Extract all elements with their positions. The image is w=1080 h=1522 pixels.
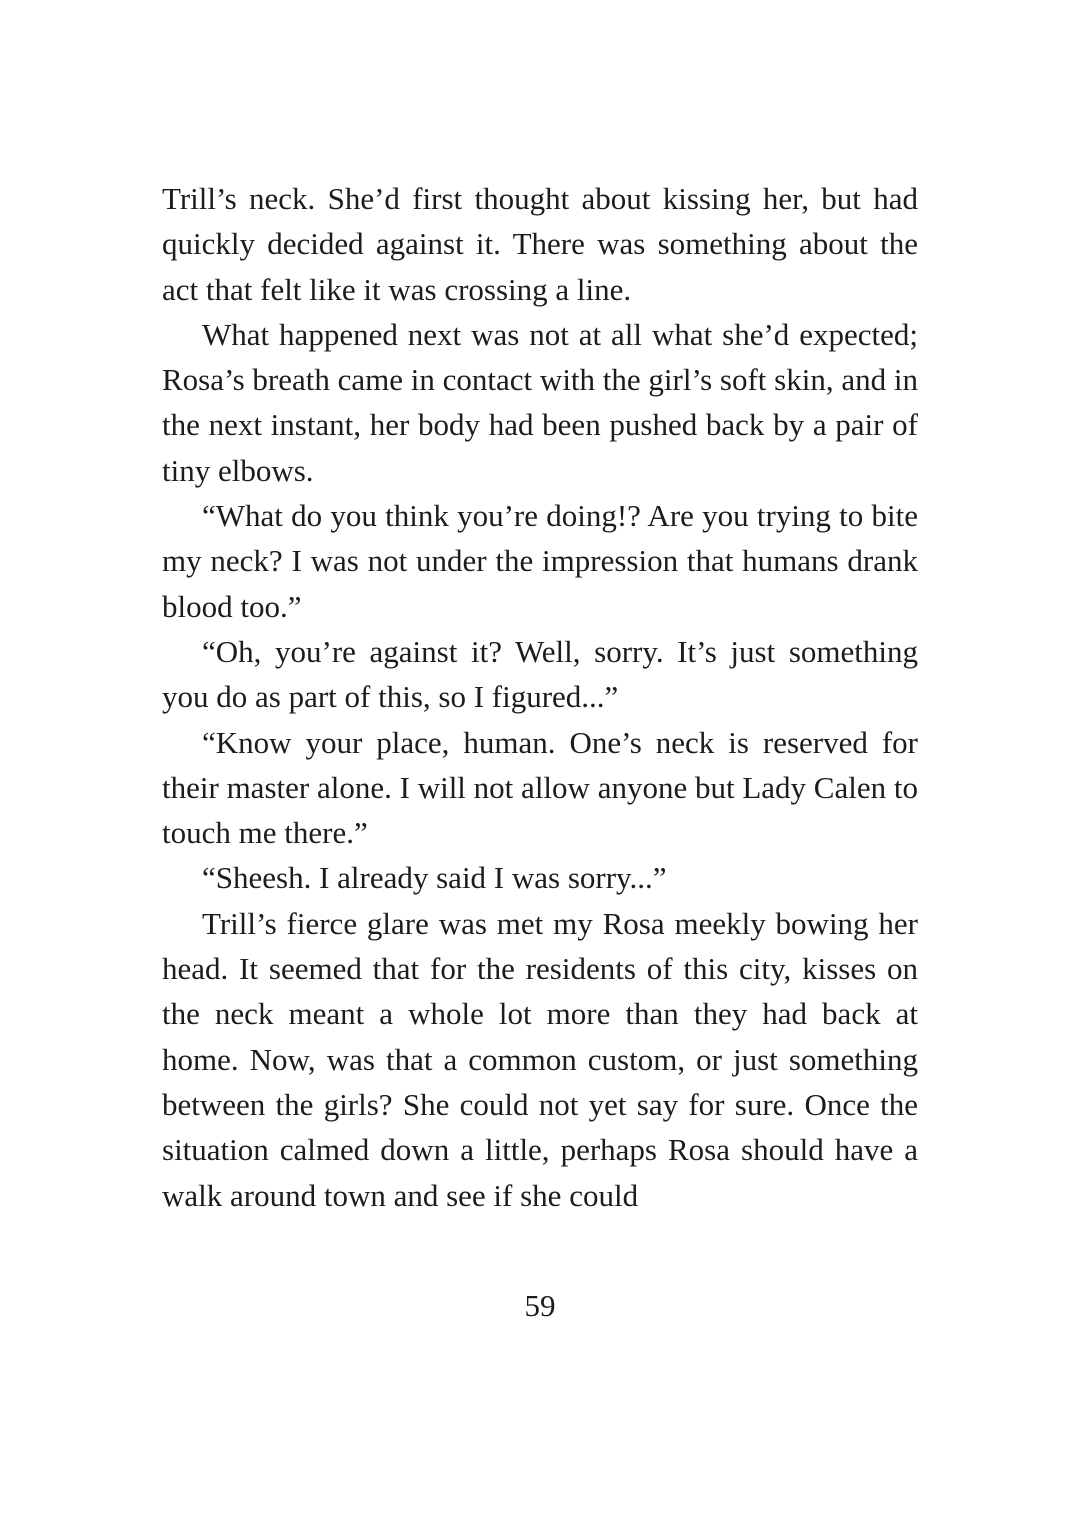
paragraph-2: What happened next was not at all what she’d expected; Rosa’s breath came in contact with the girl’s soft skin, and in the next instant, her body had been pushed back by a pair of tiny elbows. — [162, 316, 918, 488]
paragraph-7: Trill’s fierce glare was met my Rosa meekly bowing her head. It seemed that for the residents of this city, kisses on the neck meant a whole lot more than they had back at home. Now, was that a common custom, or just something between the girls? She could not yet say for sure. Once the situation calmed down a little, perhaps Rosa should have a walk around town and see if she could — [162, 905, 918, 1213]
paragraph-6: “Sheesh. I already said I was sorry...” — [202, 860, 667, 896]
page-body-text — [162, 176, 918, 1218]
page-number: 59 — [524, 1288, 556, 1323]
paragraph-5: “Know your place, human. One’s neck is reserved for their master alone. I will not allow anyone but Lady Calen to touch me there.” — [162, 724, 918, 851]
paragraph-1: Trill’s neck. She’d first thought about kissing her, but had quickly decided against it. There was something about the act that felt like it was crossing a line. — [162, 181, 918, 307]
paragraph-4: “Oh, you’re against it? Well, sorry. It’s just something you do as part of this, so I figured...” — [162, 633, 918, 715]
paragraph-3: “What do you think you’re doing!? Are you trying to bite my neck? I was not under the impression that humans drank blood too.” — [162, 498, 918, 624]
